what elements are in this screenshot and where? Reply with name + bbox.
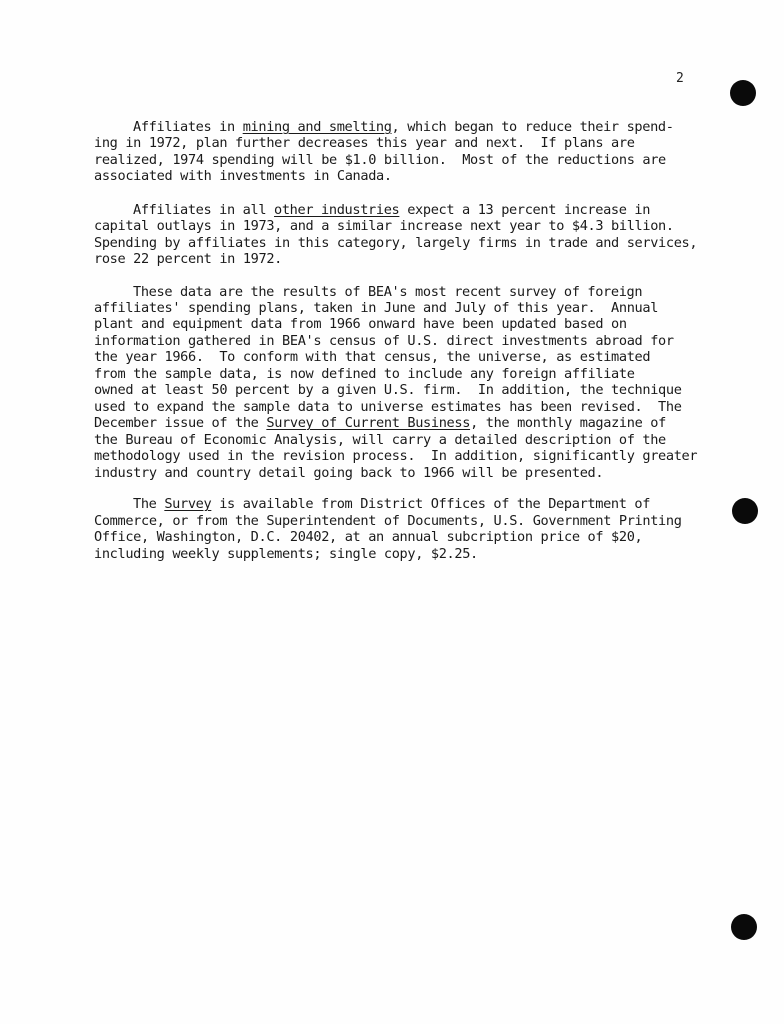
text-run: , the monthly magazine of: [470, 415, 666, 431]
punch-hole-middle: [732, 498, 758, 524]
text-run: expect a 13 percent increase in: [399, 202, 651, 218]
paragraph-1-line-4: associated with investments in Canada.: [94, 168, 392, 184]
underlined-term-mining-and-smelting: mining and smelting: [242, 119, 392, 135]
paragraph-3-line-2: affiliates' spending plans, taken in June and July of this year. Annual: [94, 300, 659, 316]
paragraph-2-line-3: Spending by affiliates in this category, largely firms in trade and services,: [94, 235, 698, 251]
paragraph-1-line-1: [133, 119, 674, 135]
paragraph-2-line-2: capital outlays in 1973, and a similar increase next year to $4.3 billion.: [94, 218, 674, 234]
text-run: December issue of the: [94, 415, 267, 431]
paragraph-1-line-2: ing in 1972, plan further decreases this year and next. If plans are: [94, 135, 635, 151]
page-number: 2: [676, 71, 684, 86]
paragraph-3-line-6: from the sample data, is now defined to include any foreign affiliate: [94, 366, 635, 382]
paragraph-3-line-3: plant and equipment data from 1966 onward have been updated based on: [94, 316, 627, 332]
underlined-term-other-industries: other industries: [274, 202, 400, 218]
text-run: , which began to reduce their spend-: [391, 119, 674, 135]
paragraph-3-line-4: information gathered in BEA's census of U.S. direct investments abroad for: [94, 333, 674, 349]
text-run: is available from District Offices of the Department of: [211, 496, 651, 512]
paragraph-3-line-7: owned at least 50 percent by a given U.S. firm. In addition, the technique: [94, 382, 682, 398]
paragraph-3-line-11: methodology used in the revision process. In addition, significantly greater: [94, 448, 698, 464]
underlined-title-survey: Survey: [164, 496, 212, 512]
paragraph-3-line-1: These data are the results of BEA's most recent survey of foreign: [133, 284, 643, 300]
punch-hole-bottom: [731, 914, 757, 940]
paragraph-4-line-4: including weekly supplements; single copy, $2.25.: [94, 546, 478, 562]
paragraph-3-line-10: the Bureau of Economic Analysis, will carry a detailed description of the: [94, 432, 666, 448]
text-run: Affiliates in: [133, 119, 243, 135]
paragraph-3-line-8: used to expand the sample data to universe estimates has been revised. The: [94, 399, 682, 415]
paragraph-2-line-4: rose 22 percent in 1972.: [94, 251, 283, 267]
text-run: The: [133, 496, 165, 512]
paragraph-1-line-3: realized, 1974 spending will be $1.0 billion. Most of the reductions are: [94, 152, 666, 168]
text-run: Affiliates in all: [133, 202, 275, 218]
paragraph-4-line-3: Office, Washington, D.C. 20402, at an annual subcription price of $20,: [94, 529, 643, 545]
punch-hole-top: [730, 80, 756, 106]
paragraph-4-line-1: [133, 496, 650, 512]
paragraph-4-line-2: Commerce, or from the Superintendent of Documents, U.S. Government Printing: [94, 513, 682, 529]
underlined-title-survey-of-current-business: Survey of Current Business: [266, 415, 471, 431]
paragraph-3-line-12: industry and country detail going back to 1966 will be presented.: [94, 465, 604, 481]
paragraph-3-line-9: [94, 415, 666, 431]
paragraph-3-line-5: the year 1966. To conform with that census, the universe, as estimated: [94, 349, 651, 365]
paragraph-2-line-1: [133, 202, 650, 218]
